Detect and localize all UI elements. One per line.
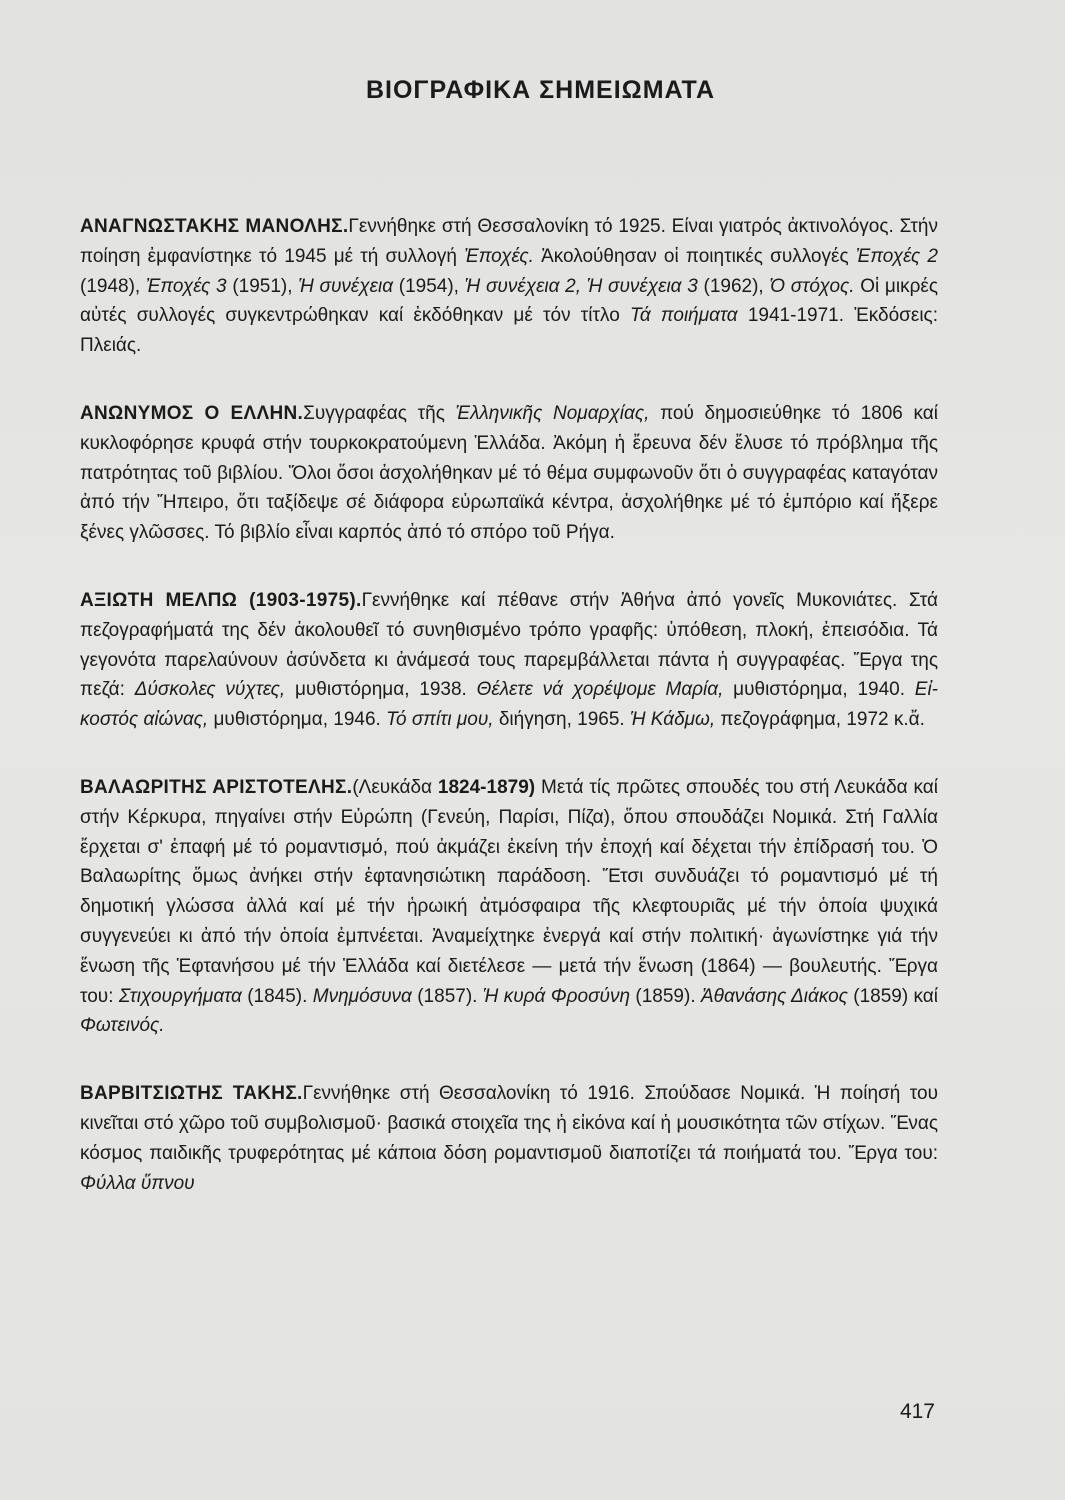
work-title: Στιχουργήματα xyxy=(118,985,242,1007)
entry-text xyxy=(80,212,938,361)
entry-segment: μυθιστόρημα, 1940. xyxy=(723,679,915,701)
work-title: Εἰκοστός αἰώνας, xyxy=(80,679,938,731)
entry-segment: μυθιστόρημα, 1946. xyxy=(208,709,387,731)
entry-name: ΑΝΑΓΝΩΣΤΑΚΗΣ ΜΑΝΟΛΗΣ. xyxy=(80,216,349,237)
work-title: Φωτεινός. xyxy=(80,1015,165,1037)
entry-name: ΑΞΙΩΤΗ ΜΕΛΠΩ (1903-1975). xyxy=(80,589,362,611)
entry-name: ΑΝΩΝΥΜΟΣ Ο ΕΛΛΗΝ. xyxy=(80,402,304,424)
work-title: Θέλετε νά χορέψομε Μαρία, xyxy=(476,679,724,701)
entry-segment: μυθιστόρημα, 1938. xyxy=(285,679,477,701)
entry-segment: Συγγραφέας τῆς xyxy=(303,402,456,424)
work-title: Ἐποχές 3 xyxy=(145,275,227,297)
work-title: Ἐποχές 2 xyxy=(855,245,938,267)
entry-segment: (1962), xyxy=(697,275,770,297)
entry-segment: 1941-1971. Ἐκδόσεις: Πλειάς. xyxy=(80,305,938,357)
entry-segment: Γεννήθηκε καί πέθανε στήν Ἀθήνα ἀπό γονεῖς Μυκονιάτες. Στά πεζογραφήματά της δέν ἀκολουθεῖ τό συνηθισμένο τρόπο γραφῆς: ὑπόθεση, πλοκή, ἐπεισόδια. Τά γεγονότα παρελαύνουν ἀσύνδετα κι ἀνάμεσά τους παρεμβάλλεται πάντα ἡ συγγραφέας. Ἔργα της πεζά: xyxy=(80,589,938,701)
entry-segment: (Λευκάδα xyxy=(352,776,438,798)
work-title: Φύλλα ὕπνου xyxy=(80,1172,195,1194)
work-title: Ἡ συνέχεια xyxy=(298,275,394,297)
entry-text xyxy=(80,586,938,735)
entry-segment: Μετά τίς πρῶτες σπουδές του στή Λευκάδα καί στήν Κέρκυρα, πηγαίνει στήν Εὐρώπη (Γενεύη, Παρίσι, Πίζα), ὅπου σπουδάζει Νομικά. Στή Γαλλία ἔρχεται σ' ἐπαφή μέ τό ρομαντισμό, πού ἀκμάζει ἐκείνη τήν ἐποχή καί δέχεται τήν ἐπίδρασή του. Ὁ Βαλαωρίτης ὅμως ἀνήκει στήν ἑφτανησιώτικη παράδοση. Ἔτσι συνδυάζει τό ρομαντισμό μέ τή δημοτική γλώσσα ἀλλά καί μέ τήν ἡρωική ἀτμόσφαιρα τῆς κλεφτουριᾶς μέ τήν ὁποία ψυχικά συγγενεύει κι ἀπό τήν ὁποία ἐμπνέεται. Ἀναμείχτηκε ἐνεργά καί στήν πολιτική· ἀγωνίστηκε γιά τήν ἕνωση τῆς Ἑφτανήσου μέ τήν Ἑλλάδα καί διετέλεσε — μετά τήν ἕνωση (1864) — βουλευτής. Ἔργα του: xyxy=(80,776,938,1007)
work-title: Ἡ συνέχεια 2, Ἡ συνέχεια 3 xyxy=(464,275,698,297)
page-title: ΒΙΟΓΡΑΦΙΚΑ ΣΗΜΕΙΩΜΑΤΑ xyxy=(365,76,715,104)
entry-segment: (1951), xyxy=(226,275,299,297)
entry-name: ΒΑΛΑΩΡΙΤΗΣ ΑΡΙΣΤΟΤΕΛΗΣ. xyxy=(80,776,353,798)
work-title: Ὁ στόχος. xyxy=(769,275,855,297)
entry-segment: (1859) καί xyxy=(847,985,939,1007)
work-title: Ἡ Κάδμω, xyxy=(629,709,716,731)
entry-text xyxy=(80,1079,938,1198)
entry-anagnostakis xyxy=(80,212,938,361)
entry-text xyxy=(80,399,938,548)
entry-text xyxy=(80,773,938,1041)
work-title: Μνημόσυνα xyxy=(312,985,412,1007)
entry-dates: 1824-1879) xyxy=(437,776,536,798)
entry-segment: Γεννήθηκε στή Θεσσαλονίκη τό 1916. Σπούδασε Νομικά. Ἡ ποίησή του κινεῖται στό χῶρο τοῦ συμβολισμοῦ· βασικά στοιχεῖα της ἡ εἰκόνα καί ἡ μουσικότητα τῶν στίχων. Ἕνας κόσμος παιδικῆς τρυφερότητας μέ κάποια δόση ρομαντισμοῦ διαποτίζει τά ποιήματά του. Ἔργα του: xyxy=(80,1083,938,1164)
entry-anonymos xyxy=(80,399,938,548)
biographies xyxy=(80,212,938,1236)
entry-name: ΒΑΡΒΙΤΣΙΩΤΗΣ ΤΑΚΗΣ. xyxy=(80,1083,303,1105)
entry-segment: πού δημοσιεύθηκε τό 1806 καί κυκλοφόρησε κρυφά στήν τουρκοκρατούμενη Ἑλλάδα. Ἀκόμη ἡ ἔρευνα δέν ἔλυσε τό πρόβλημα τῆς πατρότητας τοῦ βιβλίου. Ὅλοι ὅσοι ἀσχολήθηκαν μέ τό θέμα συμφωνοῦν ὅτι ὁ συγγραφέας καταγόταν ἀπό τήν Ἤπειρο, ὅτι ταξίδεψε σέ διάφορα εὐρωπαϊκά κέντρα, ἀσχολήθηκε μέ τό ἐμπόριο καί ἤξερε ξένες γλῶσσες. Τό βιβλίο εἶναι καρπός ἀπό τό σπόρο τοῦ Ρήγα. xyxy=(80,402,938,544)
entry-segment: (1859). xyxy=(630,985,701,1007)
entry-varvitsiotis xyxy=(80,1079,938,1198)
entry-valaoritis xyxy=(80,773,938,1041)
entry-segment: Οἱ μικρές αὐτές συλλογές συγκεντρώθηκαν καί ἐκδόθηκαν μέ τόν τίτλο xyxy=(80,275,939,327)
entry-segment: (1954), xyxy=(393,275,465,297)
work-title: Ἀθανάσης Διάκος xyxy=(700,985,848,1007)
entry-segment: (1845). xyxy=(241,985,313,1007)
entry-segment: πεζογράφημα, 1972 κ.ἄ. xyxy=(715,709,925,731)
entry-segment: διήγηση, 1965. xyxy=(493,709,630,731)
work-title: Τά ποιήματα xyxy=(630,305,738,327)
entry-segment: Γεννήθηκε στή Θεσσαλονίκη τό 1925. Είναι γιατρός ἀκτινολόγος. Στήν ποίηση ἐμφανίστηκε τό 1945 μέ τή συλλογή xyxy=(80,216,938,267)
page-number: 417 xyxy=(899,1400,935,1423)
work-title: Τό σπίτι μου, xyxy=(386,709,494,731)
entry-segment: (1857). xyxy=(411,985,483,1007)
entry-segment: (1948), xyxy=(80,275,146,297)
entry-segment: Ἀκολούθησαν οἱ ποιητικές συλλογές xyxy=(533,245,856,267)
work-title: Ἑλληνικῆς Νομαρχίας, xyxy=(455,402,650,424)
entry-axioti xyxy=(80,586,938,735)
work-title: Ἡ κυρά Φροσύνη xyxy=(482,985,631,1007)
work-title: Δύσκολες νύχτες, xyxy=(134,679,286,701)
work-title: Ἐποχές. xyxy=(464,245,534,267)
